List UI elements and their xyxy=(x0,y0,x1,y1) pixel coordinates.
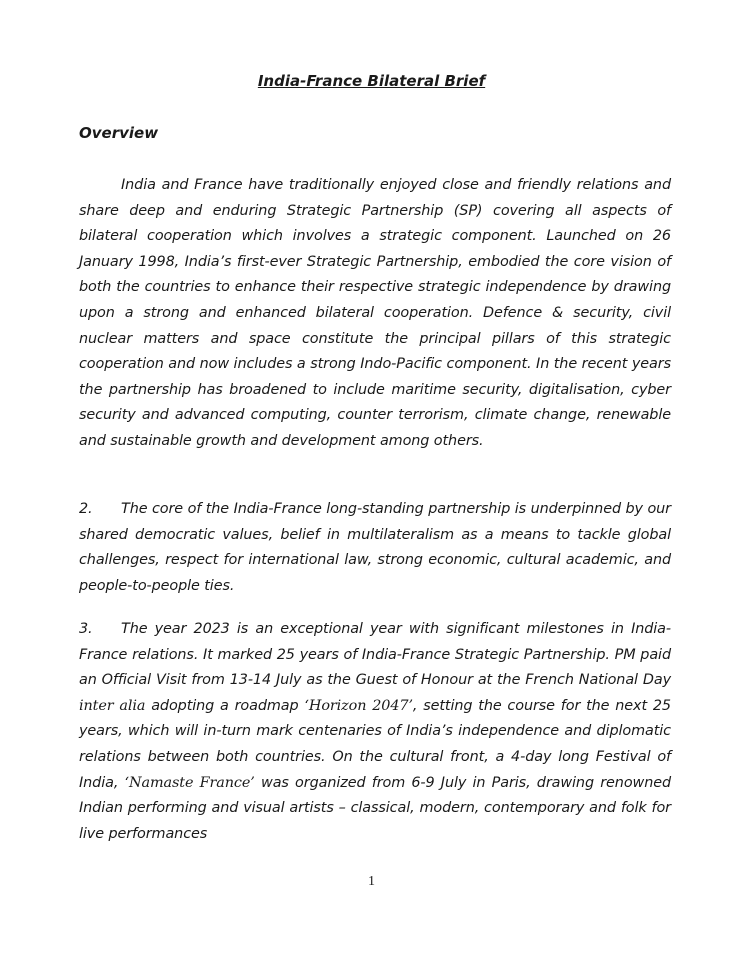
inter-alia-term: inter alia xyxy=(79,697,146,714)
paragraph-2 xyxy=(79,497,671,599)
paragraph-3-text-c: , setting the course for the next 25 years, which will in-turn mark centenaries of India’s independence and diplomatic relations between both countries. On the cultural front, a 4-day long Festival of India, xyxy=(79,697,671,791)
paragraph-3-text-b: adopting a roadmap xyxy=(145,697,305,714)
namaste-france-term: ‘Namaste France’ xyxy=(124,774,255,791)
paragraph-3-text-a: The year 2023 is an exceptional year with significant milestones in India-France relations. It marked 25 years of India-France Strategic Partnership. PM paid an Official Visit from 13-14 July as the Guest of Honour at the French National Day xyxy=(79,621,671,689)
paragraph-1: India and France have traditionally enjoyed close and friendly relations and share deep and enduring Strategic Partnership (SP) covering all aspects of bilateral cooperation which involves a strategic component. Launched on 26 January 1998, India’s first-ever Strategic Partnership, embodied the core vision of both the countries to enhance their respective strategic independence by drawing upon a strong and enhanced bilateral cooperation. Defence & security, civil nuclear matters and space constitute the principal pillars of this strategic cooperation and now includes a strong Indo-Pacific component. In the recent years the partnership has broadened to include maritime security, digitalisation, cyber security and advanced computing, counter terrorism, climate change, renewable and sustainable growth and development among others. xyxy=(79,177,671,449)
page-number: 1 xyxy=(368,874,375,889)
horizon-2047-term: ‘Horizon 2047’ xyxy=(304,697,413,714)
document-title: India-France Bilateral Brief xyxy=(257,72,486,90)
paragraph-3 xyxy=(79,617,671,847)
overview-heading: Overview xyxy=(79,124,159,142)
paragraph-2-number: 2. xyxy=(79,501,93,517)
paragraph-2-text: The core of the India-France long-standing partnership is underpinned by our shared democratic values, belief in multilateralism as a means to tackle global challenges, respect for international law, strong economic, cultural academic, and people-to-people ties. xyxy=(79,501,671,594)
paragraph-3-number: 3. xyxy=(79,621,93,637)
paragraph-3-text-d: was organized from 6-9 July in Paris, drawing renowned Indian performing and visual artists – classical, modern, contemporary and folk for live performances xyxy=(79,774,671,842)
